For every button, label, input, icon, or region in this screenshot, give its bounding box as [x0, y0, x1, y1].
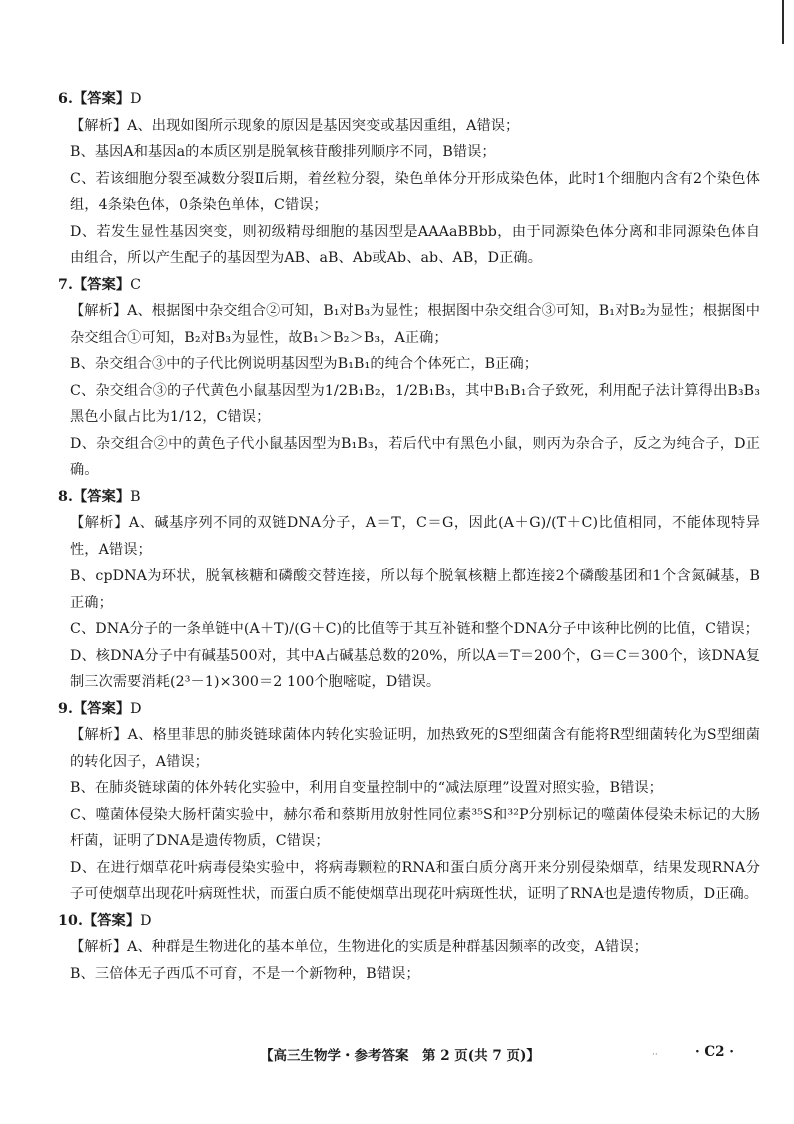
- answer-label: 【答案】: [82, 912, 141, 929]
- question-9-header: [58, 696, 760, 723]
- analysis-line: D、在进行烟草花叶病毒侵染实验中，将病毒颗粒的RNA和蛋白质分离开来分别侵染烟草，结果发现RNA分子可使烟草出现花叶病斑性状，而蛋白质不能使烟草出现花叶病斑性状，证明了RNA也是遗传物质，D正确。: [70, 859, 760, 902]
- analysis-line: B、基因A和基因a的本质区别是脱氧核苷酸排列顺序不同，B错误；: [70, 144, 496, 160]
- analysis-line: C、杂交组合③的子代黄色小鼠基因型为1/2B₁B₂，1/2B₁B₃，其中B₁B₁合子致死，利用配子法计算得出B₃B₃黑色小鼠占比为1/12，C错误；: [70, 382, 760, 425]
- analysis-line: 【解析】A、根据图中杂交组合②可知，B₁对B₃为显性；根据图中杂交组合③可知，B₁对B₂为显性；根据图中杂交组合①可知，B₂对B₃为显性，故B₁＞B₂＞B₃，A正确；: [70, 303, 760, 346]
- analysis-line: 【解析】A、出现如图所示现象的原因是基因突变或基因重组，A错误；: [70, 117, 520, 134]
- answer-value: D: [140, 912, 152, 929]
- analysis-line: D、若发生显性基因突变，则初级精母细胞的基因型是AAAaBBbb，由于同源染色体分离和非同源染色体自由组合，所以产生配子的基因型为AB、aB、Ab或Ab、ab、AB，D正确。: [70, 223, 760, 266]
- question-number: 6.: [58, 91, 74, 107]
- answer-value: B: [130, 488, 141, 505]
- analysis-line: D、核DNA分子中有碱基500对，其中A占碱基总数的20%，所以A＝T＝200个，G＝C＝300个，该DNA复制三次需要消耗(2³－1)×300＝2 100个胞嘧啶，D错误。: [70, 647, 760, 690]
- answer-value: D: [130, 700, 142, 717]
- answer-content: [58, 86, 760, 987]
- analysis-line: B、在肺炎链球菌的体外转化实验中，利用自变量控制中的“减法原理”设置对照实验，B错误；: [70, 780, 663, 796]
- question-number: 9.: [58, 700, 74, 717]
- answer-value: C: [130, 276, 142, 293]
- question-8-header: [58, 484, 760, 511]
- answer-value: D: [130, 91, 142, 107]
- analysis-line: D、杂交组合②中的黄色子代小鼠基因型为B₁B₃，若后代中有黑色小鼠，则丙为杂合子，反之为纯合子，D正确。: [70, 435, 760, 478]
- analysis-line: C、若该细胞分裂至减数分裂Ⅱ后期，着丝粒分裂，染色单体分开形成染色体，此时1个细胞内含有2个染色体组，4条染色体，0条染色单体，C错误；: [70, 170, 760, 213]
- analysis-line: 【解析】A、碱基序列不同的双链DNA分子，A＝T，C＝G，因此(A＋G)/(T＋C)比值相同，不能体现特异性，A错误；: [70, 515, 760, 558]
- question-number: 8.: [58, 488, 74, 505]
- analysis-line: C、DNA分子的一条单链中(A＋T)/(G＋C)的比值等于其互补链和整个DNA分子中该种比例的比值，C错误；: [70, 621, 759, 637]
- answer-label: 【答案】: [73, 700, 131, 717]
- answer-label: 【答案】: [73, 488, 131, 505]
- question-number: 10.: [58, 912, 83, 929]
- answer-label: 【答案】: [73, 91, 131, 107]
- analysis-line: C、噬菌体侵染大肠杆菌实验中，赫尔希和蔡斯用放射性同位素³⁵S和³²P分别标记的噬菌体侵染未标记的大肠杆菌，证明了DNA是遗传物质，C错误；: [70, 806, 760, 849]
- footer-code: · C2 ·: [695, 1044, 734, 1060]
- analysis-line: 【解析】A、格里菲思的肺炎链球菌体内转化实验证明，加热致死的S型细菌含有能将R型细菌转化为S型细菌的转化因子，A错误；: [70, 727, 760, 770]
- answer-label: 【答案】: [73, 276, 131, 293]
- analysis-line: B、杂交组合③中的子代比例说明基因型为B₁B₁的纯合个体死亡，B正确；: [70, 356, 539, 372]
- question-6-header: [58, 86, 760, 113]
- question-number: 7.: [58, 276, 74, 293]
- question-10-header: [58, 908, 760, 935]
- page-edge-line: [782, 0, 784, 44]
- analysis-line: B、cpDNA为环状，脱氧核糖和磷酸交替连接，所以每个脱氧核糖上都连接2个磷酸基团和1个含氮碱基，B正确；: [70, 568, 760, 611]
- footer-mark: ··: [652, 1050, 658, 1060]
- question-7-header: [58, 272, 760, 299]
- analysis-line: B、三倍体无子西瓜不可育，不是一个新物种，B错误；: [70, 965, 420, 982]
- analysis-line: 【解析】A、种群是生物进化的基本单位，生物进化的实质是种群基因频率的改变，A错误；: [70, 939, 648, 955]
- footer-page-info: 【高三生物学・参考答案 第 2 页(共 7 页)】: [260, 1048, 540, 1064]
